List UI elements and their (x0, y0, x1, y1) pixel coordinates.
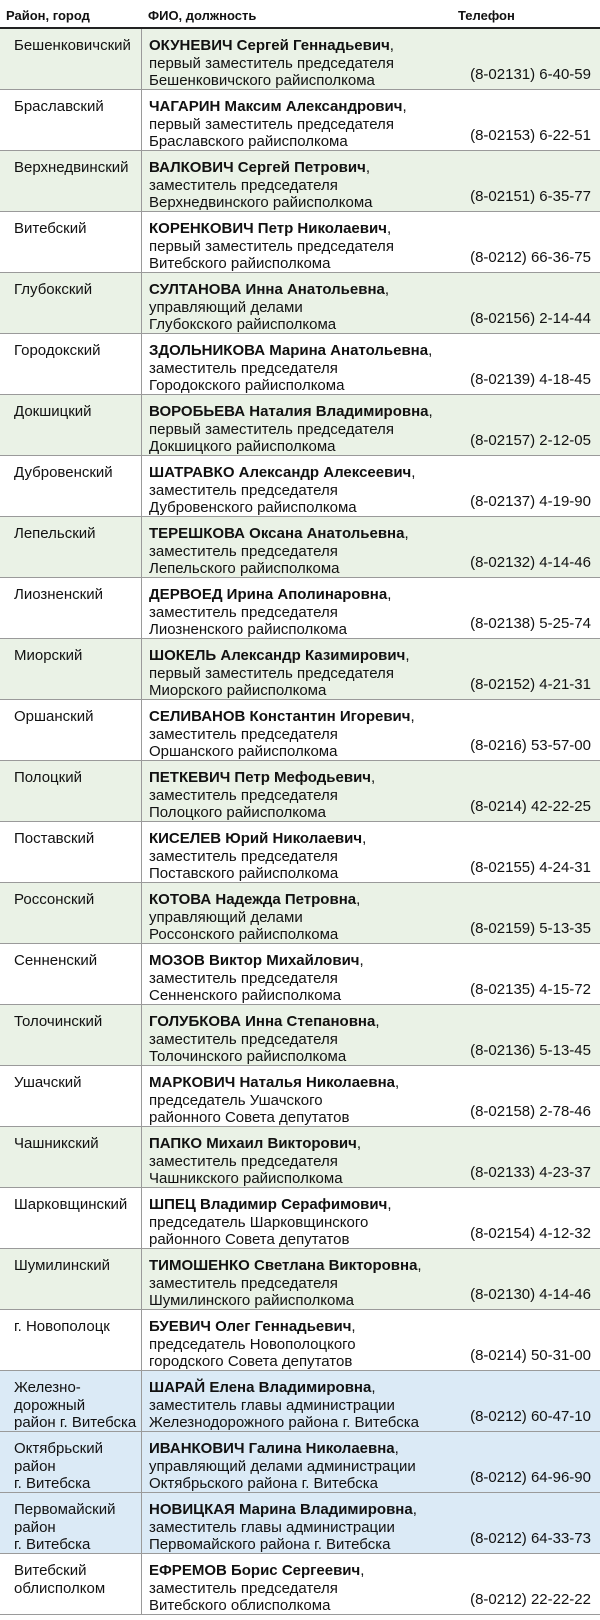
person-name: ВАЛКОВИЧ Сергей Петрович (149, 159, 366, 176)
phone-cell: (8-02159) 5-13-35 (470, 919, 591, 937)
table-row (0, 1127, 600, 1188)
person-cell (149, 37, 449, 90)
table-row (0, 1310, 600, 1371)
person-name: ТИМОШЕНКО Светлана Викторовна (149, 1257, 418, 1274)
district-cell: Витебский облисполком (14, 1562, 106, 1597)
person-cell (149, 1074, 449, 1127)
phone-cell: (8-02136) 5-13-45 (470, 1041, 591, 1059)
header-district: Район, город (6, 8, 90, 23)
person-position: заместитель председателя Сенненского райисполкома (149, 969, 342, 1004)
person-position: заместитель главы администрации Первомайского района г. Витебска (149, 1518, 395, 1553)
person-name: БУЕВИЧ Олег Геннадьевич (149, 1318, 352, 1335)
district-cell: Оршанский (14, 708, 94, 725)
district-cell: Верхнедвинский (14, 159, 129, 176)
person-position: заместитель председателя Толочинского райисполкома (149, 1030, 347, 1065)
person-name: ШАРАЙ Елена Владимировна (149, 1379, 372, 1396)
phone-cell: (8-02156) 2-14-44 (470, 309, 591, 327)
person-name: ЧАГАРИН Максим Александрович (149, 98, 403, 115)
person-cell (149, 1135, 449, 1188)
name-comma: , (386, 220, 392, 237)
district-cell: Шарковщинский (14, 1196, 128, 1213)
person-name: ВОРОБЬЕВА Наталия Владимировна (149, 403, 429, 420)
table-header (0, 0, 600, 29)
name-comma: , (365, 159, 371, 176)
person-position: управляющий делами администрации Октябрьского района г. Витебска (149, 1457, 416, 1492)
name-comma: , (384, 281, 390, 298)
name-comma: , (411, 464, 416, 481)
table-row (0, 273, 600, 334)
table-row (0, 1249, 600, 1310)
person-position: заместитель председателя Чашникского райисполкома (149, 1152, 343, 1187)
person-position: заместитель председателя Оршанского райисполкома (149, 725, 338, 760)
person-cell (149, 708, 449, 761)
name-comma: , (389, 37, 394, 54)
table-row (0, 395, 600, 456)
person-cell (149, 220, 449, 273)
phone-cell: (8-0216) 53-57-00 (470, 736, 591, 754)
district-cell: Лиозненский (14, 586, 104, 603)
district-cell: Городокский (14, 342, 101, 359)
table-row (0, 1066, 600, 1127)
person-name: МАРКОВИЧ Наталья Николаевна (149, 1074, 395, 1091)
phone-cell: (8-02153) 6-22-51 (470, 126, 591, 144)
table-row (0, 151, 600, 212)
person-name: ШОКЕЛЬ Александр Казимирович (149, 647, 406, 664)
person-position: председатель Новополоцкого городского Совета депутатов (149, 1335, 356, 1370)
person-position: первый заместитель председателя Миорского райисполкома (149, 664, 394, 699)
person-name: ПАПКО Михаил Викторович (149, 1135, 357, 1152)
person-cell (149, 98, 449, 151)
name-comma: , (371, 769, 376, 786)
header-phone: Телефон (458, 8, 515, 23)
table-row (0, 883, 600, 944)
table-row (0, 212, 600, 273)
person-position: заместитель председателя Городокского райисполкома (149, 359, 345, 394)
person-position: управляющий делами Россонского райисполкома (149, 908, 339, 943)
phone-cell: (8-0212) 60-47-10 (470, 1407, 591, 1425)
table-row (0, 456, 600, 517)
person-cell (149, 403, 449, 456)
table-row (0, 1493, 600, 1554)
name-comma: , (359, 952, 364, 969)
person-cell (149, 1379, 449, 1432)
person-position: заместитель председателя Поставского райисполкома (149, 847, 339, 882)
table-row (0, 639, 600, 700)
district-cell: Докшицкий (14, 403, 92, 420)
phone-cell: (8-0212) 64-96-90 (470, 1468, 591, 1486)
name-comma: , (428, 342, 433, 359)
person-position: заместитель главы администрации Железнодорожного района г. Витебска (149, 1396, 419, 1431)
name-comma: , (428, 403, 433, 420)
person-cell (149, 464, 449, 517)
district-cell: Россонский (14, 891, 95, 908)
person-cell (149, 1318, 449, 1371)
name-comma: , (404, 525, 409, 542)
person-cell (149, 769, 449, 822)
person-name: НОВИЦКАЯ Марина Владимировна (149, 1501, 413, 1518)
district-cell: Браславский (14, 98, 104, 115)
phone-cell: (8-02133) 4-23-37 (470, 1163, 591, 1181)
phone-cell: (8-02132) 4-14-46 (470, 553, 591, 571)
person-cell (149, 586, 449, 639)
district-cell: Поставский (14, 830, 95, 847)
person-cell (149, 1013, 449, 1066)
table-row (0, 29, 600, 90)
table-row (0, 334, 600, 395)
person-cell (149, 281, 449, 334)
phone-cell: (8-02154) 4-12-32 (470, 1224, 591, 1242)
name-comma: , (395, 1074, 400, 1091)
name-comma: , (410, 708, 415, 725)
district-cell: г. Новополоцк (14, 1318, 110, 1335)
phone-cell: (8-02151) 6-35-77 (470, 187, 591, 205)
person-name: ШАТРАВКО Александр Алексеевич (149, 464, 412, 481)
phone-cell: (8-0214) 50-31-00 (470, 1346, 591, 1364)
name-comma: , (375, 1013, 380, 1030)
name-comma: , (356, 891, 361, 908)
person-name: ПЕТКЕВИЧ Петр Мефодьевич (149, 769, 371, 786)
phone-cell: (8-0212) 64-33-73 (470, 1529, 591, 1547)
person-name: ДЕРВОЕД Ирина Аполинаровна (149, 586, 388, 603)
person-name: ЗДОЛЬНИКОВА Марина Анатольевна (149, 342, 429, 359)
district-cell: Шумилинский (14, 1257, 111, 1274)
table-row (0, 761, 600, 822)
person-position: первый заместитель председателя Докшицкого райисполкома (149, 420, 394, 455)
district-cell: Октябрьский район г. Витебска (14, 1440, 103, 1492)
table-row (0, 90, 600, 151)
table-row (0, 1371, 600, 1432)
person-name: КИСЕЛЕВ Юрий Николаевич (149, 830, 363, 847)
name-comma: , (417, 1257, 422, 1274)
name-comma: , (356, 1135, 362, 1152)
district-cell: Первомайский район г. Витебска (14, 1501, 116, 1553)
person-cell (149, 1440, 449, 1493)
person-name: СУЛТАНОВА Инна Анатольевна (149, 281, 385, 298)
person-position: заместитель председателя Верхнедвинского райисполкома (149, 176, 373, 211)
phone-cell: (8-02139) 4-18-45 (470, 370, 591, 388)
person-position: председатель Ушачского районного Совета депутатов (149, 1091, 350, 1126)
name-comma: , (402, 98, 407, 115)
person-name: КОРЕНКОВИЧ Петр Николаевич (149, 220, 387, 237)
person-cell (149, 525, 449, 578)
person-cell (149, 647, 449, 700)
person-position: председатель Шарковщинского районного Совета депутатов (149, 1213, 369, 1248)
table-row (0, 1188, 600, 1249)
phone-cell: (8-0214) 42-22-25 (470, 797, 591, 815)
phone-cell: (8-02155) 4-24-31 (470, 858, 591, 876)
person-name: ТЕРЕШКОВА Оксана Анатольевна (149, 525, 405, 542)
person-cell (149, 1196, 449, 1249)
person-cell (149, 830, 449, 883)
person-cell (149, 159, 449, 212)
person-name: ОКУНЕВИЧ Сергей Геннадьевич (149, 37, 390, 54)
person-name: ШПЕЦ Владимир Серафимович (149, 1196, 388, 1213)
phone-cell: (8-02135) 4-15-72 (470, 980, 591, 998)
phone-cell: (8-02137) 4-19-90 (470, 492, 591, 510)
person-cell (149, 1257, 449, 1310)
district-cell: Сенненский (14, 952, 98, 969)
person-position: первый заместитель председателя Браславского райисполкома (149, 115, 394, 150)
district-cell: Железно- дорожный район г. Витебска (14, 1379, 137, 1431)
table-row (0, 1005, 600, 1066)
person-name: ИВАНКОВИЧ Галина Николаевна (149, 1440, 395, 1457)
phone-cell: (8-02157) 2-12-05 (470, 431, 591, 449)
district-cell: Ушачский (14, 1074, 82, 1091)
name-comma: , (394, 1440, 399, 1457)
table-row (0, 700, 600, 761)
table-body (0, 29, 600, 1615)
person-position: заместитель председателя Витебского облисполкома (149, 1579, 338, 1614)
district-cell: Глубокский (14, 281, 93, 298)
table-row (0, 1432, 600, 1493)
name-comma: , (387, 586, 392, 603)
table-row (0, 822, 600, 883)
district-cell: Чашникский (14, 1135, 99, 1152)
person-position: управляющий делами Глубокского райисполкома (149, 298, 337, 333)
header-person: ФИО, должность (148, 8, 257, 23)
name-comma: , (412, 1501, 417, 1518)
district-cell: Полоцкий (14, 769, 82, 786)
person-cell (149, 1501, 449, 1554)
person-cell (149, 342, 449, 395)
name-comma: , (387, 1196, 392, 1213)
phone-cell: (8-02152) 4-21-31 (470, 675, 591, 693)
phone-cell: (8-02138) 5-25-74 (470, 614, 591, 632)
district-cell: Дубровенский (14, 464, 113, 481)
district-cell: Миорский (14, 647, 83, 664)
person-position: заместитель председателя Лиозненского райисполкома (149, 603, 347, 638)
name-comma: , (405, 647, 410, 664)
name-comma: , (360, 1562, 365, 1579)
person-position: заместитель председателя Шумилинского райисполкома (149, 1274, 354, 1309)
person-name: ЕФРЕМОВ Борис Сергеевич (149, 1562, 361, 1579)
name-comma: , (362, 830, 367, 847)
district-cell: Бешенковичский (14, 37, 131, 54)
district-cell: Витебский (14, 220, 87, 237)
person-name: МОЗОВ Виктор Михайлович (149, 952, 360, 969)
person-position: заместитель председателя Дубровенского райисполкома (149, 481, 357, 516)
table-row (0, 1554, 600, 1615)
table-row (0, 578, 600, 639)
person-cell (149, 1562, 449, 1615)
name-comma: , (351, 1318, 356, 1335)
district-cell: Толочинский (14, 1013, 103, 1030)
person-cell (149, 952, 449, 1005)
person-position: заместитель председателя Лепельского райисполкома (149, 542, 340, 577)
table-row (0, 517, 600, 578)
person-name: СЕЛИВАНОВ Константин Игоревич (149, 708, 411, 725)
phone-cell: (8-0212) 66-36-75 (470, 248, 591, 266)
person-name: ГОЛУБКОВА Инна Степановна (149, 1013, 376, 1030)
person-cell (149, 891, 449, 944)
person-position: заместитель председателя Полоцкого райисполкома (149, 786, 338, 821)
phone-cell: (8-02131) 6-40-59 (470, 65, 591, 83)
table-row (0, 944, 600, 1005)
person-position: первый заместитель председателя Бешенковичского райисполкома (149, 54, 394, 89)
district-cell: Лепельский (14, 525, 96, 542)
phone-cell: (8-02130) 4-14-46 (470, 1285, 591, 1303)
person-position: первый заместитель председателя Витебского райисполкома (149, 237, 394, 272)
person-name: КОТОВА Надежда Петровна (149, 891, 357, 908)
name-comma: , (371, 1379, 376, 1396)
phone-cell: (8-0212) 22-22-22 (470, 1590, 591, 1608)
phone-cell: (8-02158) 2-78-46 (470, 1102, 591, 1120)
